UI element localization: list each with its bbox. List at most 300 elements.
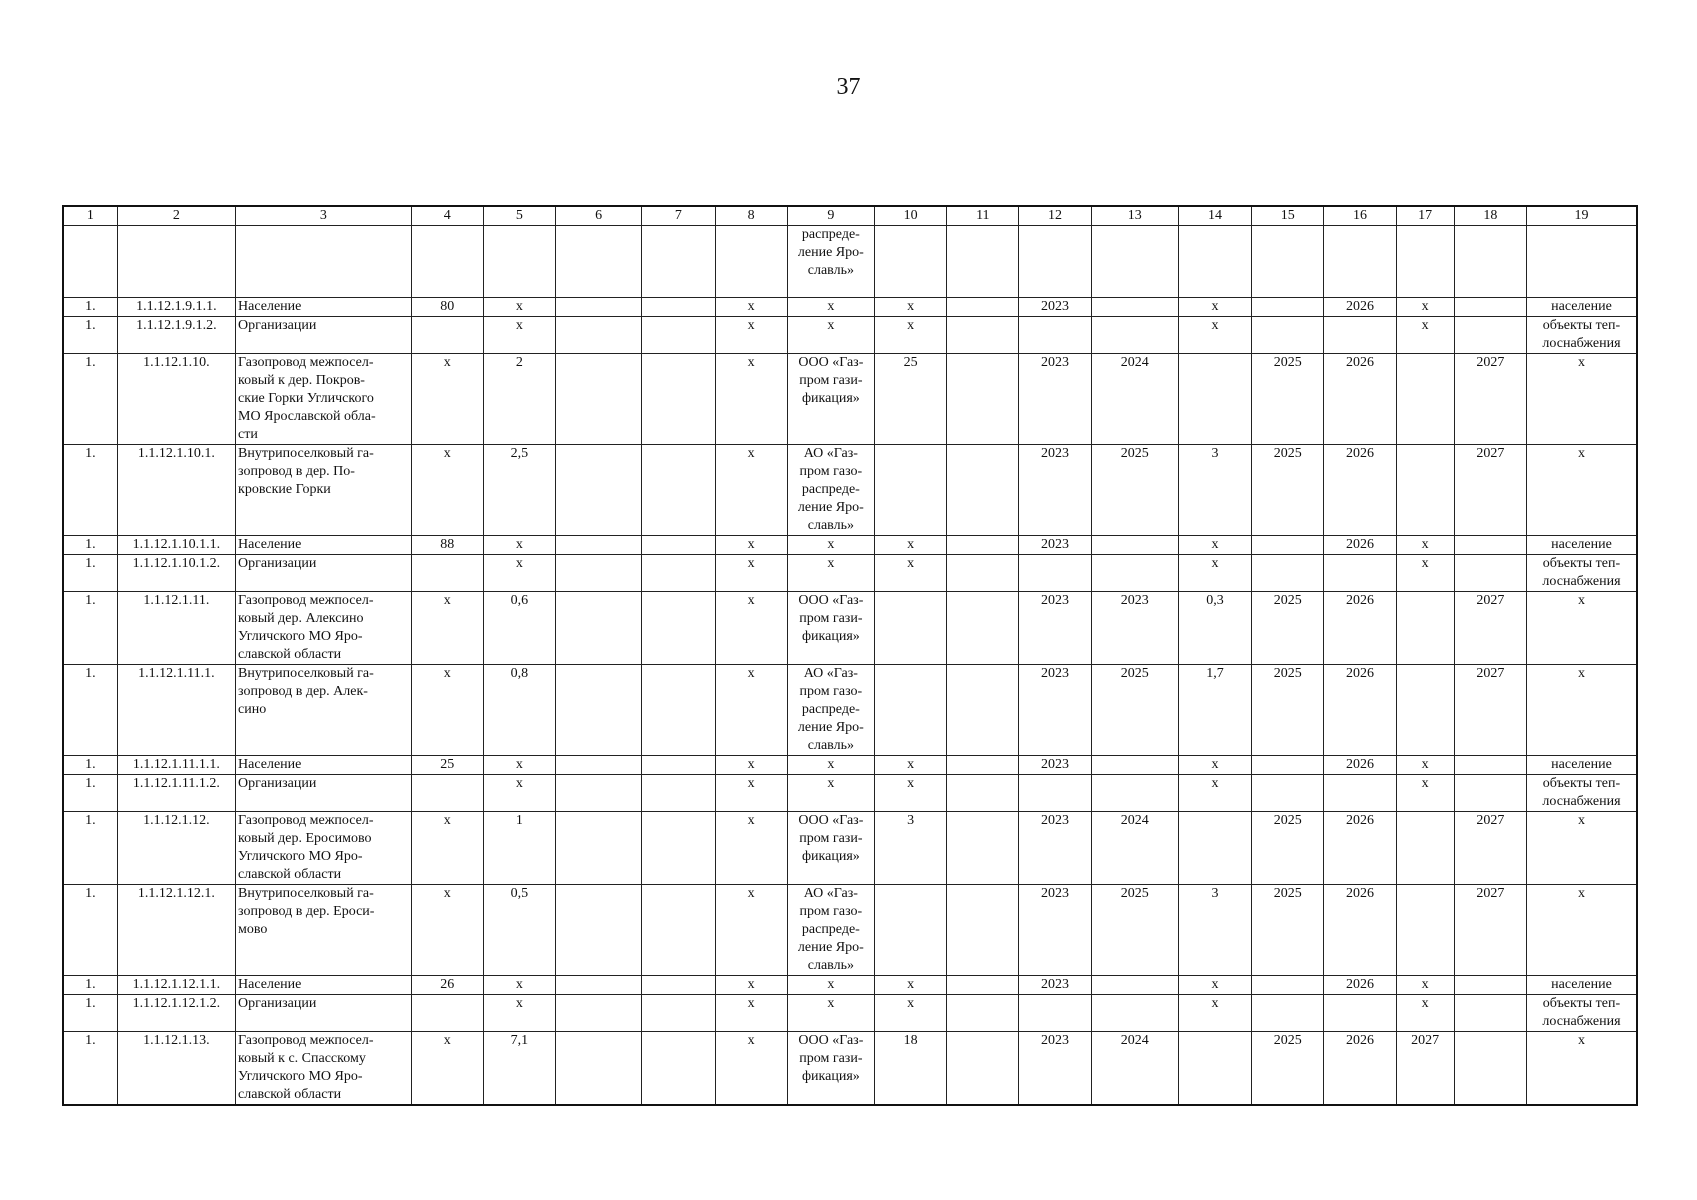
table-cell xyxy=(1178,354,1251,445)
table-cell: 1. xyxy=(63,555,117,592)
table-cell: х xyxy=(787,756,874,775)
table-cell: х xyxy=(715,298,787,317)
table-cell xyxy=(947,445,1019,536)
table-cell xyxy=(1324,995,1396,1032)
table-cell: 2023 xyxy=(1019,665,1091,756)
table-cell: 0,3 xyxy=(1178,592,1251,665)
table-cell: 1.1.12.1.12.1.1. xyxy=(117,976,235,995)
table-row xyxy=(63,354,1637,445)
table-cell: х xyxy=(1178,298,1251,317)
table-row xyxy=(63,298,1637,317)
table-cell xyxy=(1454,976,1526,995)
table-cell xyxy=(411,775,483,812)
table-cell xyxy=(947,317,1019,354)
table-cell xyxy=(1252,226,1324,298)
table-cell: 80 xyxy=(411,298,483,317)
table-cell: х xyxy=(715,592,787,665)
table-row xyxy=(63,555,1637,592)
table-cell: 1. xyxy=(63,592,117,665)
table-cell: объекты теп- лоснабжения xyxy=(1526,995,1637,1032)
table-cell xyxy=(1178,812,1251,885)
table-cell: х xyxy=(787,976,874,995)
table-cell xyxy=(411,226,483,298)
table-cell: х xyxy=(1526,812,1637,885)
table-cell xyxy=(556,885,642,976)
table-cell: х xyxy=(715,1032,787,1106)
table-cell xyxy=(411,317,483,354)
table-cell xyxy=(1178,1032,1251,1106)
column-header: 9 xyxy=(787,206,874,226)
table-cell: Газопровод межпосел- ковый к с. Спасскому Угличского МО Яро- славской области xyxy=(236,1032,412,1106)
table-row xyxy=(63,226,1637,298)
table-cell: 2023 xyxy=(1019,445,1091,536)
table-cell xyxy=(1454,1032,1526,1106)
table-cell: 2026 xyxy=(1324,354,1396,445)
table-cell: АО «Газ- пром газо- распреде- ление Яро- славль» xyxy=(787,445,874,536)
table-cell: 1. xyxy=(63,812,117,885)
table-cell: х xyxy=(1178,995,1251,1032)
table-cell: х xyxy=(787,775,874,812)
table-cell xyxy=(1454,536,1526,555)
table-cell xyxy=(556,592,642,665)
table-cell: объекты теп- лоснабжения xyxy=(1526,555,1637,592)
table-cell: 2023 xyxy=(1091,592,1178,665)
column-header: 16 xyxy=(1324,206,1396,226)
table-cell: 1.1.12.1.12.1. xyxy=(117,885,235,976)
table-cell xyxy=(1019,775,1091,812)
table-cell: х xyxy=(1178,976,1251,995)
column-header: 15 xyxy=(1252,206,1324,226)
table-cell: 0,5 xyxy=(483,885,555,976)
table-cell: 2025 xyxy=(1252,885,1324,976)
table-cell: х xyxy=(787,317,874,354)
table-cell xyxy=(947,775,1019,812)
table-cell: 2027 xyxy=(1454,445,1526,536)
table-cell xyxy=(1091,536,1178,555)
table-cell: Население xyxy=(236,756,412,775)
table-cell: х xyxy=(1178,775,1251,812)
table-cell: х xyxy=(411,812,483,885)
table-cell: 1.1.12.1.12. xyxy=(117,812,235,885)
table-cell xyxy=(1019,995,1091,1032)
table-cell xyxy=(556,775,642,812)
table-cell: х xyxy=(411,885,483,976)
table-cell xyxy=(875,592,947,665)
column-header: 4 xyxy=(411,206,483,226)
table-cell: 2025 xyxy=(1252,665,1324,756)
table-cell xyxy=(642,976,715,995)
table-cell xyxy=(63,226,117,298)
table-cell: Газопровод межпосел- ковый дер. Алексино Угличского МО Яро- славской области xyxy=(236,592,412,665)
table-cell: АО «Газ- пром газо- распреде- ление Яро- славль» xyxy=(787,885,874,976)
table-cell: 2027 xyxy=(1454,592,1526,665)
table-cell xyxy=(947,812,1019,885)
table-cell: Газопровод межпосел- ковый к дер. Покров- ские Горки Угличского МО Ярославской обла- сти xyxy=(236,354,412,445)
table-cell xyxy=(1454,756,1526,775)
table-cell: 2024 xyxy=(1091,1032,1178,1106)
table-cell: х xyxy=(787,536,874,555)
table-cell xyxy=(642,445,715,536)
table-cell: х xyxy=(715,536,787,555)
table-cell: х xyxy=(787,555,874,592)
table-cell: ООО «Газ- пром гази- фикация» xyxy=(787,354,874,445)
table-cell xyxy=(411,995,483,1032)
table-cell: х xyxy=(1526,1032,1637,1106)
table-cell: Внутрипоселковый га- зопровод в дер. Алек- сино xyxy=(236,665,412,756)
table-row xyxy=(63,536,1637,555)
table-cell: х xyxy=(875,775,947,812)
table-cell xyxy=(1091,976,1178,995)
table-cell: 1.1.12.1.10. xyxy=(117,354,235,445)
table-row xyxy=(63,1032,1637,1106)
table-row xyxy=(63,885,1637,976)
table-cell: 1.1.12.1.9.1.1. xyxy=(117,298,235,317)
table-cell: х xyxy=(483,976,555,995)
table-cell xyxy=(1454,317,1526,354)
table-cell: х xyxy=(715,995,787,1032)
table-cell xyxy=(642,354,715,445)
table-cell: Организации xyxy=(236,555,412,592)
table-cell: х xyxy=(1396,775,1454,812)
table-cell: х xyxy=(715,775,787,812)
table-cell xyxy=(556,536,642,555)
table-cell xyxy=(556,976,642,995)
table-cell: 1. xyxy=(63,775,117,812)
table-cell xyxy=(875,445,947,536)
table-cell: х xyxy=(483,317,555,354)
table-cell: 88 xyxy=(411,536,483,555)
table-cell: 1.1.12.1.13. xyxy=(117,1032,235,1106)
column-header: 1 xyxy=(63,206,117,226)
table-cell xyxy=(1324,226,1396,298)
table-cell: Организации xyxy=(236,775,412,812)
column-header: 19 xyxy=(1526,206,1637,226)
table-cell: х xyxy=(1178,536,1251,555)
table-cell: 3 xyxy=(875,812,947,885)
table-cell: х xyxy=(875,976,947,995)
table-cell xyxy=(1252,536,1324,555)
table-cell: х xyxy=(715,756,787,775)
table-cell: 25 xyxy=(875,354,947,445)
table-cell xyxy=(1454,226,1526,298)
table-cell xyxy=(1091,298,1178,317)
table-cell: х xyxy=(875,756,947,775)
table-cell xyxy=(875,226,947,298)
table-row xyxy=(63,317,1637,354)
table-cell xyxy=(642,756,715,775)
table-cell: х xyxy=(715,665,787,756)
table-cell: х xyxy=(483,555,555,592)
table-cell: х xyxy=(1178,756,1251,775)
table-row xyxy=(63,665,1637,756)
page-number: 37 xyxy=(836,74,861,100)
table-cell: 2023 xyxy=(1019,756,1091,775)
table-cell: 2023 xyxy=(1019,976,1091,995)
table-cell: х xyxy=(483,775,555,812)
table-cell: 2026 xyxy=(1324,812,1396,885)
table-cell: ООО «Газ- пром гази- фикация» xyxy=(787,812,874,885)
table-cell xyxy=(947,226,1019,298)
table-cell: 1. xyxy=(63,317,117,354)
column-header: 5 xyxy=(483,206,555,226)
table-cell: 0,6 xyxy=(483,592,555,665)
table-cell xyxy=(642,555,715,592)
table-cell xyxy=(1396,665,1454,756)
table-cell xyxy=(236,226,412,298)
table-cell: 2023 xyxy=(1019,536,1091,555)
table-cell xyxy=(947,1032,1019,1106)
table-cell xyxy=(1526,226,1637,298)
table-cell: х xyxy=(1396,995,1454,1032)
table-cell: 2026 xyxy=(1324,592,1396,665)
table-cell xyxy=(642,226,715,298)
table-cell xyxy=(556,812,642,885)
table-cell: х xyxy=(1526,665,1637,756)
table-cell: х xyxy=(411,354,483,445)
table-cell: х xyxy=(787,298,874,317)
table-cell: х xyxy=(411,592,483,665)
table-cell: 2023 xyxy=(1019,885,1091,976)
header-row xyxy=(63,206,1637,226)
table-cell xyxy=(642,298,715,317)
column-header: 11 xyxy=(947,206,1019,226)
table-cell: х xyxy=(411,1032,483,1106)
table-cell xyxy=(556,226,642,298)
table-cell: 2025 xyxy=(1252,592,1324,665)
table-cell: 1.1.12.1.12.1.2. xyxy=(117,995,235,1032)
table-cell: х xyxy=(1396,298,1454,317)
table-cell: Организации xyxy=(236,995,412,1032)
table-cell xyxy=(556,665,642,756)
table-cell: 2,5 xyxy=(483,445,555,536)
table-cell: 1.1.12.1.9.1.2. xyxy=(117,317,235,354)
table-cell xyxy=(556,995,642,1032)
table-cell xyxy=(1252,298,1324,317)
table-cell xyxy=(1091,995,1178,1032)
table-cell xyxy=(556,298,642,317)
column-header: 2 xyxy=(117,206,235,226)
table-cell: 2027 xyxy=(1396,1032,1454,1106)
table-cell xyxy=(947,354,1019,445)
table-cell: ООО «Газ- пром гази- фикация» xyxy=(787,592,874,665)
table-cell xyxy=(1252,317,1324,354)
table-cell xyxy=(1454,995,1526,1032)
table-cell: 2025 xyxy=(1091,885,1178,976)
table-cell: население xyxy=(1526,976,1637,995)
table-cell: х xyxy=(715,885,787,976)
table-cell: х xyxy=(715,317,787,354)
table-cell: 2024 xyxy=(1091,812,1178,885)
table-cell: х xyxy=(1526,885,1637,976)
table-cell: х xyxy=(1396,976,1454,995)
table-cell: х xyxy=(1526,354,1637,445)
table-cell: 1. xyxy=(63,298,117,317)
table-cell: 1.1.12.1.11.1. xyxy=(117,665,235,756)
table-cell xyxy=(947,885,1019,976)
column-header: 17 xyxy=(1396,206,1454,226)
table-cell: х xyxy=(715,445,787,536)
table-cell xyxy=(642,317,715,354)
table-cell: 1. xyxy=(63,756,117,775)
table-cell xyxy=(642,1032,715,1106)
table-cell: х xyxy=(715,555,787,592)
table-cell xyxy=(1252,976,1324,995)
table-cell: 1.1.12.1.11.1.2. xyxy=(117,775,235,812)
table-cell: Внутрипоселковый га- зопровод в дер. Ероси- мово xyxy=(236,885,412,976)
table-cell xyxy=(642,812,715,885)
table-cell xyxy=(947,592,1019,665)
table-cell: 18 xyxy=(875,1032,947,1106)
table-cell: 2027 xyxy=(1454,354,1526,445)
table-cell: 1. xyxy=(63,995,117,1032)
table-cell: 2024 xyxy=(1091,354,1178,445)
table-cell xyxy=(1252,756,1324,775)
table-cell: 1. xyxy=(63,445,117,536)
table-cell xyxy=(556,756,642,775)
table-cell xyxy=(556,317,642,354)
table-cell: 2026 xyxy=(1324,665,1396,756)
table-cell xyxy=(1019,317,1091,354)
column-header: 10 xyxy=(875,206,947,226)
table-cell xyxy=(1178,226,1251,298)
table-cell: население xyxy=(1526,536,1637,555)
table-cell: 1.1.12.1.10.1.1. xyxy=(117,536,235,555)
table-cell xyxy=(483,226,555,298)
table-cell: 2023 xyxy=(1019,1032,1091,1106)
table-cell xyxy=(1396,445,1454,536)
table-cell xyxy=(642,775,715,812)
column-header: 18 xyxy=(1454,206,1526,226)
table-cell xyxy=(642,885,715,976)
table-row xyxy=(63,445,1637,536)
table-cell: 0,8 xyxy=(483,665,555,756)
table-cell xyxy=(556,354,642,445)
column-header: 12 xyxy=(1019,206,1091,226)
table-cell: 1.1.12.1.11.1.1. xyxy=(117,756,235,775)
table-cell xyxy=(1324,555,1396,592)
column-header: 14 xyxy=(1178,206,1251,226)
table-cell: Организации xyxy=(236,317,412,354)
table-cell: 2026 xyxy=(1324,1032,1396,1106)
table-cell: 2026 xyxy=(1324,976,1396,995)
table-cell xyxy=(1252,775,1324,812)
table-cell xyxy=(947,536,1019,555)
table-cell xyxy=(1454,775,1526,812)
table-cell: 2026 xyxy=(1324,445,1396,536)
table-cell xyxy=(1019,555,1091,592)
table-cell: 2027 xyxy=(1454,665,1526,756)
table-cell: АО «Газ- пром газо- распреде- ление Яро- славль» xyxy=(787,665,874,756)
table-cell xyxy=(556,555,642,592)
table-cell: х xyxy=(1396,756,1454,775)
table-cell: 26 xyxy=(411,976,483,995)
column-header: 3 xyxy=(236,206,412,226)
table-cell: 2 xyxy=(483,354,555,445)
table-cell: 2026 xyxy=(1324,756,1396,775)
table-cell xyxy=(1091,317,1178,354)
table-cell: х xyxy=(875,995,947,1032)
table-cell: 2026 xyxy=(1324,885,1396,976)
table-row xyxy=(63,976,1637,995)
table-cell: население xyxy=(1526,756,1637,775)
table-cell: х xyxy=(875,298,947,317)
table-cell xyxy=(1252,995,1324,1032)
table-cell xyxy=(642,665,715,756)
table-cell: Население xyxy=(236,536,412,555)
table-cell: х xyxy=(1178,317,1251,354)
table-cell xyxy=(1091,555,1178,592)
table-cell: население xyxy=(1526,298,1637,317)
column-header: 7 xyxy=(642,206,715,226)
table-cell xyxy=(1396,812,1454,885)
table-cell: 1. xyxy=(63,976,117,995)
table-cell xyxy=(556,445,642,536)
table-cell: х xyxy=(1526,592,1637,665)
table-cell: х xyxy=(875,317,947,354)
table-cell: 3 xyxy=(1178,885,1251,976)
table-cell: 2023 xyxy=(1019,592,1091,665)
table-cell xyxy=(947,995,1019,1032)
table-row xyxy=(63,775,1637,812)
table-cell xyxy=(411,555,483,592)
table-cell: х xyxy=(715,354,787,445)
table-cell: 2026 xyxy=(1324,298,1396,317)
table-cell: х xyxy=(411,445,483,536)
table-cell xyxy=(947,976,1019,995)
table-cell xyxy=(947,555,1019,592)
table-cell xyxy=(1324,775,1396,812)
table-cell xyxy=(556,1032,642,1106)
column-header: 8 xyxy=(715,206,787,226)
table-cell: х xyxy=(483,298,555,317)
table-cell: 1. xyxy=(63,536,117,555)
table-cell: 2025 xyxy=(1252,812,1324,885)
table-cell xyxy=(1091,775,1178,812)
table-cell: 25 xyxy=(411,756,483,775)
table-cell: 2023 xyxy=(1019,298,1091,317)
table-cell xyxy=(1091,756,1178,775)
table-cell: 2025 xyxy=(1252,1032,1324,1106)
table-cell: х xyxy=(875,536,947,555)
table-cell: объекты теп- лоснабжения xyxy=(1526,775,1637,812)
table-cell: 1. xyxy=(63,885,117,976)
table-cell xyxy=(875,665,947,756)
table-cell xyxy=(875,885,947,976)
table-cell xyxy=(1252,555,1324,592)
table-cell: 1. xyxy=(63,354,117,445)
table-cell: Население xyxy=(236,298,412,317)
table-cell xyxy=(1454,298,1526,317)
table-cell: 2025 xyxy=(1252,354,1324,445)
table-cell: 2023 xyxy=(1019,354,1091,445)
table-cell: х xyxy=(787,995,874,1032)
column-header: 6 xyxy=(556,206,642,226)
table-cell: 1. xyxy=(63,665,117,756)
table-cell: 2027 xyxy=(1454,885,1526,976)
table-cell xyxy=(642,592,715,665)
table-cell: Внутрипоселковый га- зопровод в дер. По- кровские Горки xyxy=(236,445,412,536)
table-cell: 1,7 xyxy=(1178,665,1251,756)
table-cell: ООО «Газ- пром гази- фикация» xyxy=(787,1032,874,1106)
table-cell: х xyxy=(715,812,787,885)
table-cell xyxy=(1091,226,1178,298)
table-cell: 2025 xyxy=(1091,665,1178,756)
table-cell: объекты теп- лоснабжения xyxy=(1526,317,1637,354)
table-cell: х xyxy=(875,555,947,592)
table-cell: 2025 xyxy=(1091,445,1178,536)
table-cell xyxy=(947,665,1019,756)
table-cell: х xyxy=(715,976,787,995)
